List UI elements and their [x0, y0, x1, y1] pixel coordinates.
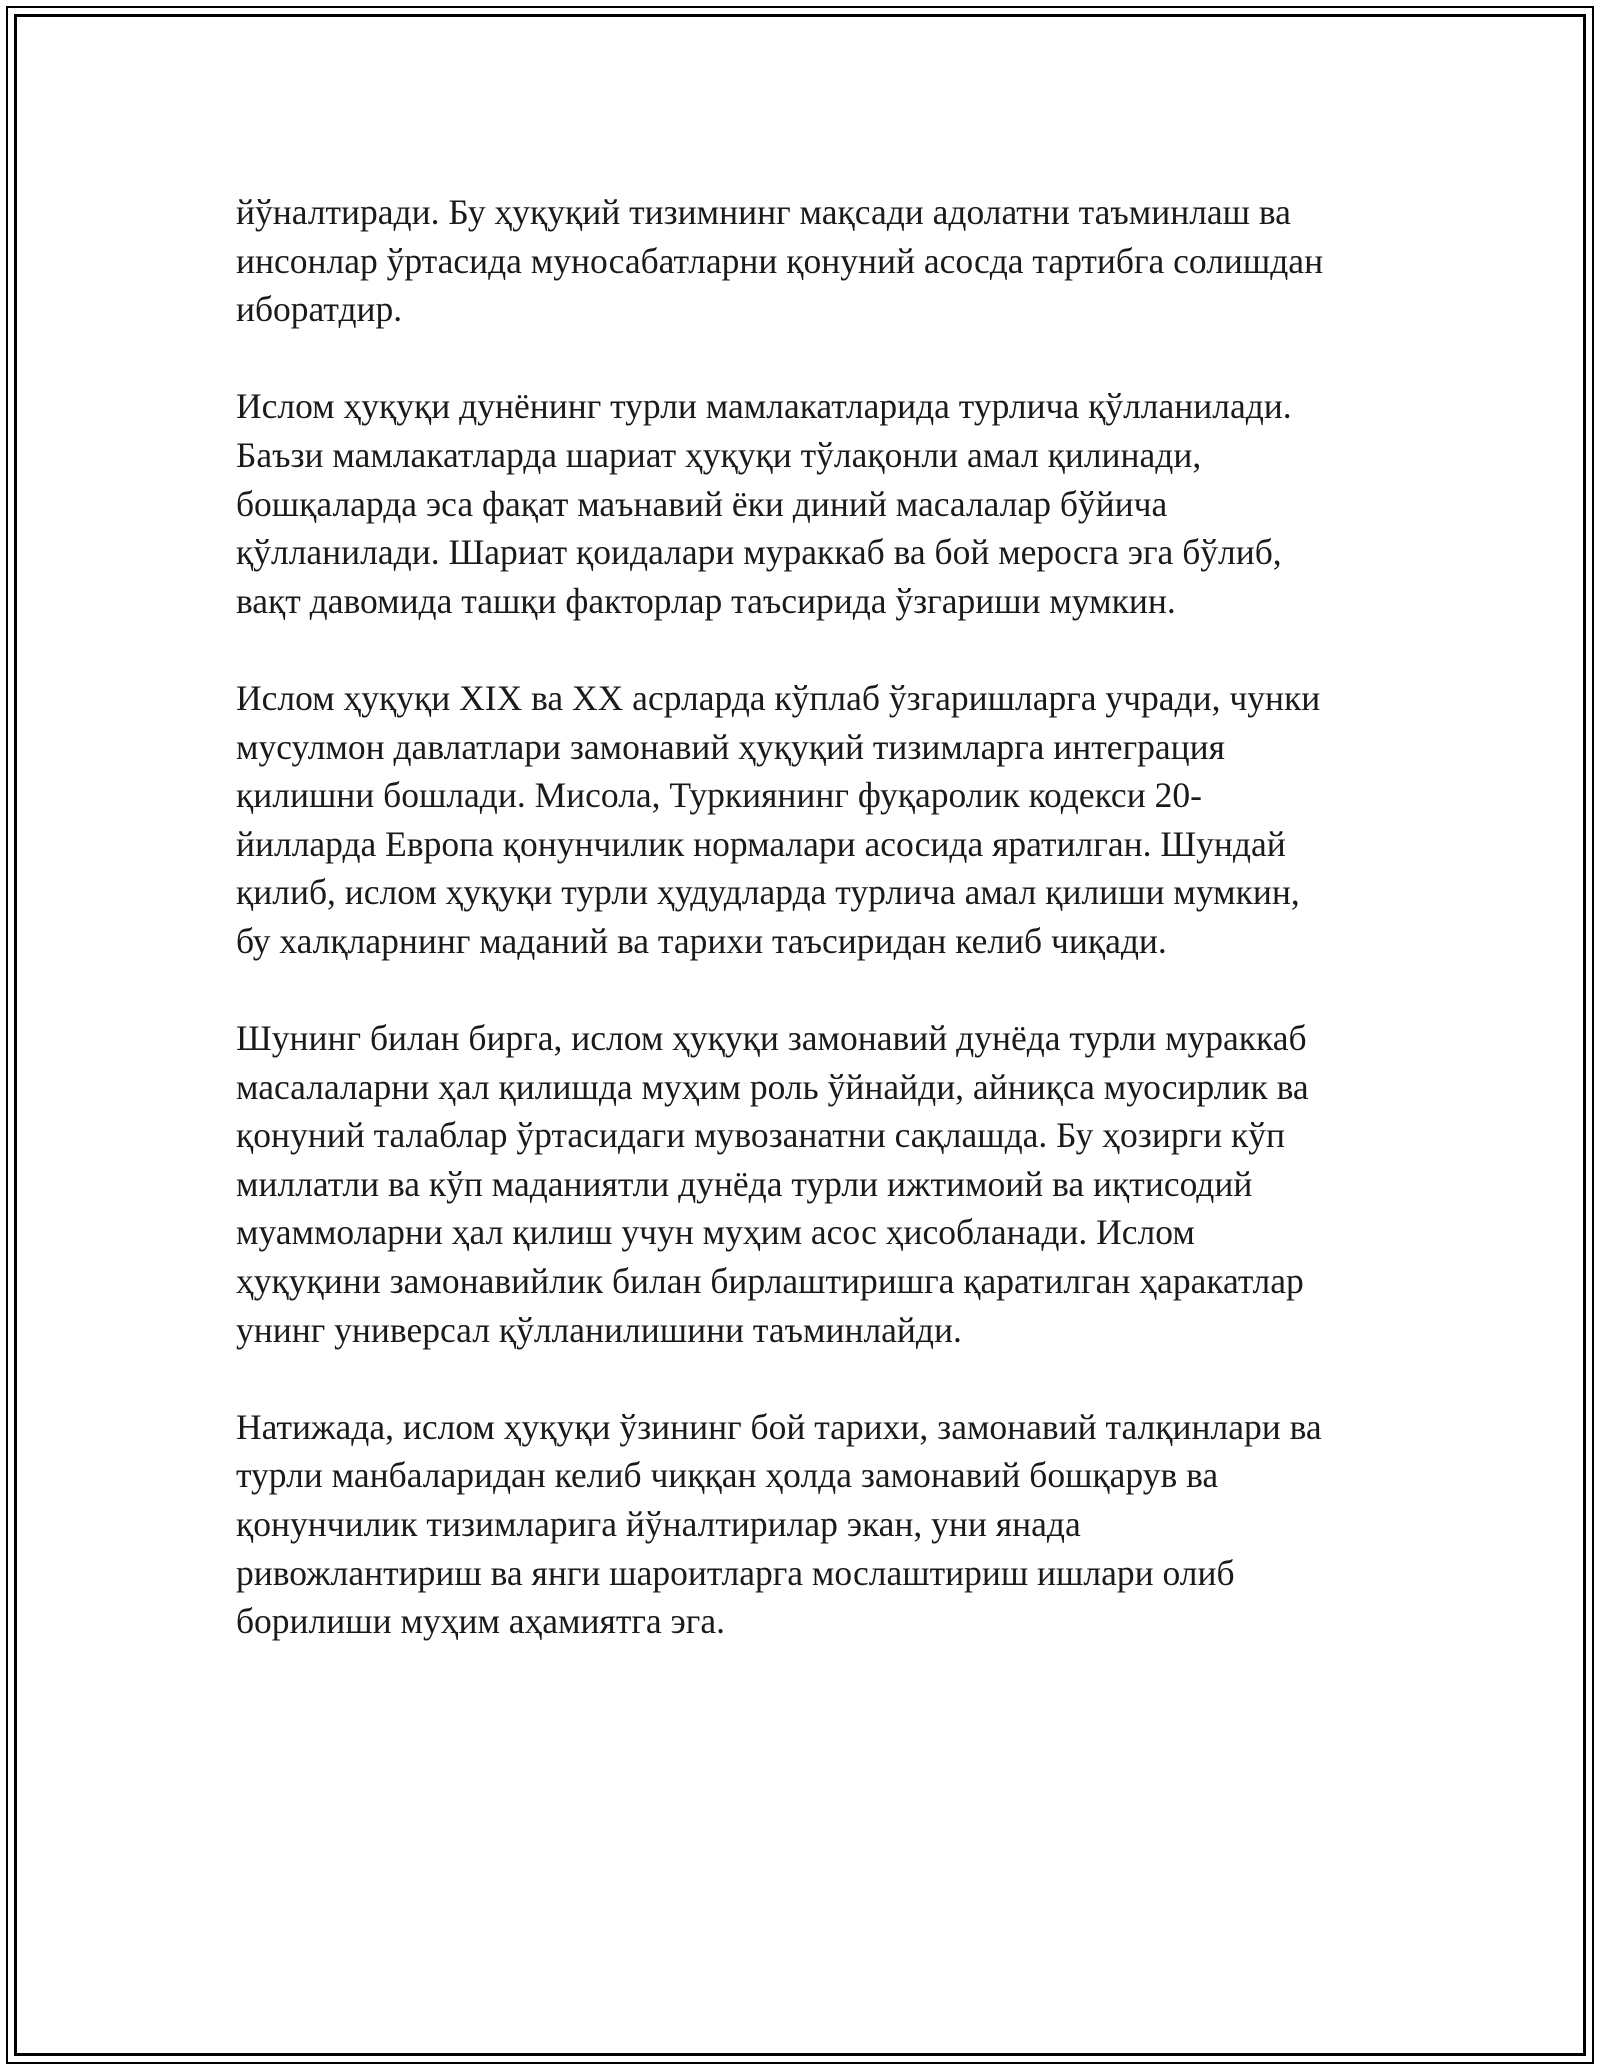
- paragraph-4: Шунинг билан бирга, ислом ҳуқуқи замонавий дунёда турли мураккаб масалаларни ҳал қилишда муҳим роль ўйнайди, айниқса муосирлик ва қонуний талаблар ўртасидаги мувозанатни сақлашда. Бу ҳозирги кўп миллатли ва кўп маданиятли дунёда турли ижтимоий ва иқтисодий муаммоларни ҳал қилиш учун муҳим асос ҳисобланади. Ислом ҳуқуқини замонавийлик билан бирлаштиришга қаратилган ҳаракатлар унинг универсал қўлланилишини таъминлайди.: [236, 1018, 1309, 1350]
- document-body: [236, 188, 1416, 1694]
- paragraph-2: Ислом ҳуқуқи дунёнинг турли мамлакатларида турлича қўлланилади. Баъзи мамлакатларда шариат ҳуқуқи тўлақонли амал қилинади, бошқаларда эса фақат маънавий ёки диний масалалар бўйича қўлланилади. Шариат қоидалари мураккаб ва бой меросга эга бўлиб, вақт давомида ташқи факторлар таъсирида ўзгариши мумкин.: [236, 386, 1292, 621]
- paragraph-5: Натижада, ислом ҳуқуқи ўзининг бой тарихи, замонавий талқинлари ва турли манбаларидан келиб чиққан ҳолда замонавий бошқарув ва қонунчилик тизимларига йўналтирилар экан, уни янада ривожлантириш ва янги шароитларга мослаштириш ишлари олиб борилиши муҳим аҳамиятга эга.: [236, 1406, 1322, 1642]
- paragraph-1: йўналтиради. Бу ҳуқуқий тизимнинг мақсади адолатни таъминлаш ва инсонлар ўртасида муносабатларни қонуний асосда тартибга солишдан иборатдир.: [236, 192, 1324, 330]
- paragraph-3: Ислом ҳуқуқи XIX ва XX асрларда кўплаб ўзгаришларга учради, чунки мусулмон давлатлари замонавий ҳуқуқий тизимларга интеграция қилишни бошлади. Мисола, Туркиянинг фуқаролик кодекси 20- йилларда Европа қонунчилик нормалари асосида яратилган. Шундай қилиб, ислом ҳуқуқи турли ҳудудларда турлича амал қилиши мумкин, бу халқларнинг маданий ва тарихи таъсиридан келиб чиқади.: [236, 677, 1321, 961]
